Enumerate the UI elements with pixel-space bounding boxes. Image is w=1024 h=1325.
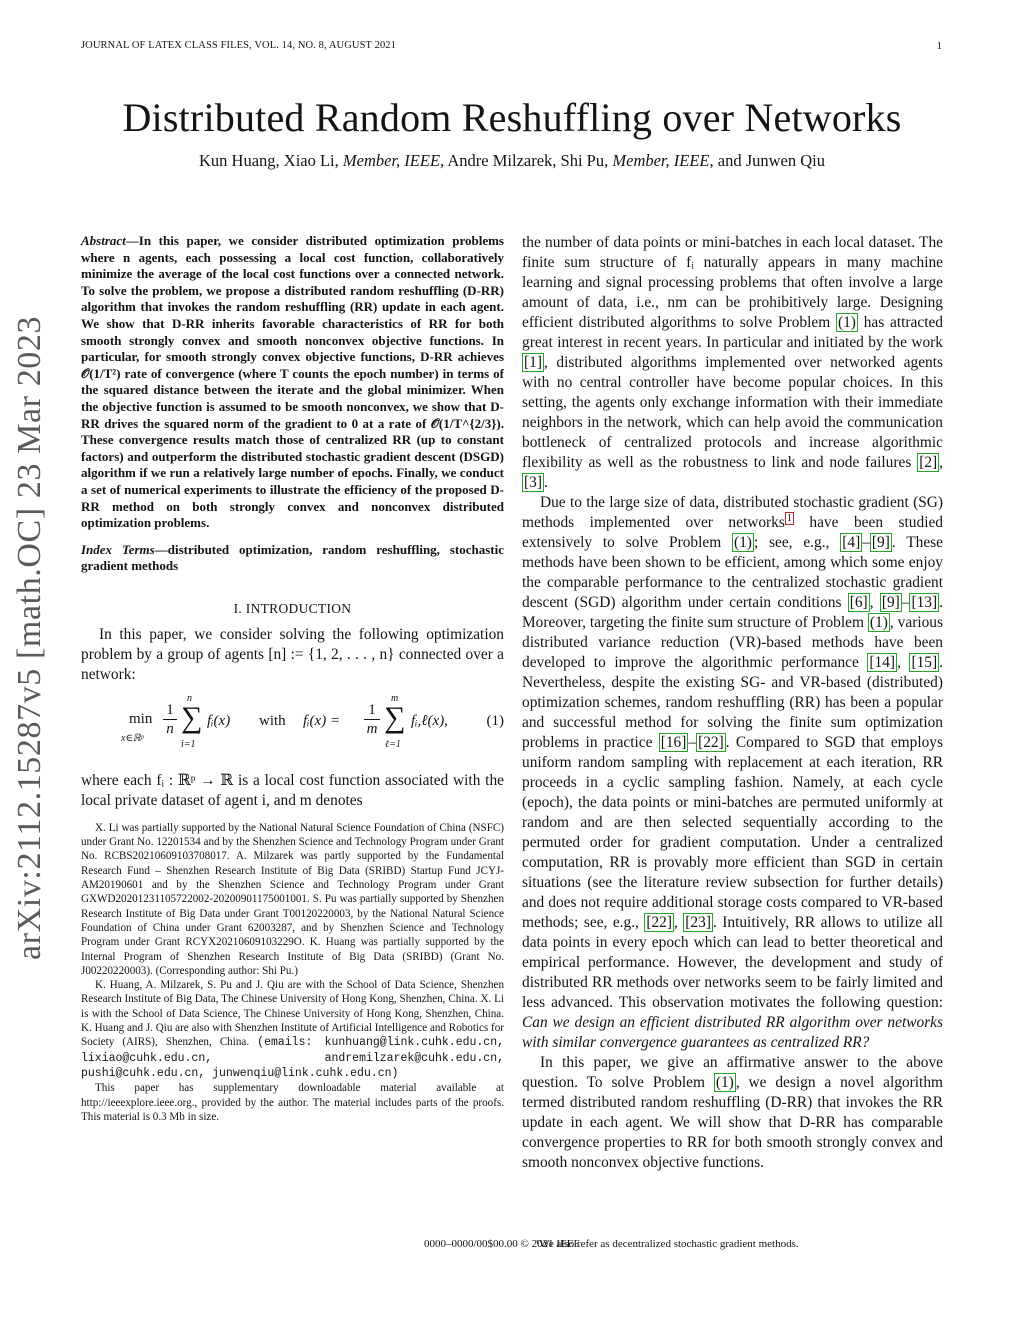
text-run: , distributed algorithms implemented over networked agents with no central controller have become popular choices. In this setting, the agents only exchange information with their immediate neighbors in the network, which can help avoid the communication bottleneck of centralized protocols and increase algorithmic flexibility as well as the robustness to link and node failures xyxy=(522,354,943,471)
paper-title: Distributed Random Reshuffling over Networks xyxy=(122,95,902,140)
citation-link[interactable]: [6] xyxy=(849,594,868,611)
arxiv-watermark: arXiv:2112.15287v5 [math.OC] 23 Mar 2023 xyxy=(11,315,48,960)
equation-link[interactable]: (1) xyxy=(715,1074,734,1091)
text-run: . These methods have been shown to be efficient, among which some enjoy the comparable performance to the centralized stochastic gradient descent (SGD) algorithm under certain conditions xyxy=(522,534,943,611)
equation-link[interactable]: (1) xyxy=(837,314,856,331)
right-column xyxy=(522,233,943,1173)
index-terms xyxy=(81,542,504,575)
eq-frac-1-den: n xyxy=(166,720,174,737)
eq-min: min xyxy=(129,710,153,727)
left-column xyxy=(81,233,504,1124)
text-run: – xyxy=(862,534,870,551)
citation-link[interactable]: [15] xyxy=(911,654,938,671)
citation-link[interactable]: [23] xyxy=(685,914,711,931)
citation-link[interactable]: [16] xyxy=(660,734,687,751)
text-run: – xyxy=(688,734,697,751)
eq-frac-1-num: 1 xyxy=(163,701,177,720)
text-run: In this paper, we give an affirmative answer to the above question. To solve Problem xyxy=(522,1054,943,1091)
eq-with: with xyxy=(259,712,286,729)
text-run: . xyxy=(543,474,548,491)
eq-sum-2: ∑ xyxy=(384,700,406,734)
author-role-1: Member, IEEE xyxy=(342,151,441,170)
text-run: ; see, e.g., xyxy=(753,534,841,551)
eq-sum-1-bot: i=1 xyxy=(181,738,196,750)
abstract-text: —In this paper, we consider distributed optimization problems where n agents, each possessing a local cost function, collaboratively minimize the average of the local cost functions over a connected network. To solve the problem, we propose a distributed random reshuffling (D-RR) algorithm that invokes the random reshuffling (RR) update in each agent. We show that D-RR inherits favorable characteristics of RR for both smooth strongly convex and smooth nonconvex objective functions. In particular, for smooth strongly convex objective functions, D-RR achieves 𝒪(1/T²) rate of convergence (where T counts the epoch number) in terms of the squared distance between the iterate and the global minimizer. When the objective function is assumed to be smooth nonconvex, we show that D-RR drives the squared norm of the gradient to 0 at a rate of 𝒪(1/T^{2/3}). These convergence results match those of centralized RR (up to constant factors) and outperform the distributed stochastic gradient descent (DSGD) algorithm if we run a relatively large number of epochs. Finally, we conduct a set of numerical experiments to illustrate the efficiency of the proposed D-RR method on both strongly convex and nonconvex distributed optimization problems. xyxy=(81,233,504,531)
page-number: 1 xyxy=(936,40,942,52)
eq-frac-2-den: m xyxy=(366,720,378,737)
text-run: . Compared to SGD that employs uniform random sampling with replacement at each iteration, RR proceeds in a cyclic sampling fashion. Namely, at each cycle (epoch), the data points or mini-batches are permuted uniformly at random and are then selected sequentially according to the permuted order for gradient computation. Under a centralized computation, RR is provably more efficient than SGD in certain situations (see the literature review subsection for further details) and does not require additional storage costs compared to VR-based methods; see, e.g., xyxy=(522,734,943,931)
eq-frac-2 xyxy=(364,701,380,738)
copyright-notice: 0000–0000/00$00.00 © 2021 IEEE xyxy=(424,1238,581,1250)
research-question: Can we design an efficient distributed RR algorithm over networks with similar convergence guarantees as centralized RR? xyxy=(522,1014,943,1051)
section-heading: I. INTRODUCTION xyxy=(233,600,352,616)
citation-link[interactable]: [9] xyxy=(881,594,900,611)
text-run: , xyxy=(869,594,880,611)
text-run: has attracted great interest in recent years. In particular and initiated by the work xyxy=(522,314,943,351)
text-run: . Intuitively, RR allows to utilize all data points in every epoch which can lead to better theoretical and empirical performance. However, the development and study of distributed RR methods over networks seem to be fairly limited and less advanced. This observation motivates the following question: xyxy=(522,914,943,1011)
text-run: , xyxy=(897,654,910,671)
equation-1 xyxy=(81,689,504,765)
citation-link[interactable]: [14] xyxy=(869,654,896,671)
intro-paragraph-2: where each fᵢ : ℝᵖ → ℝ is a local cost function associated with the local private dataset of agent i, and m denotes xyxy=(81,771,504,809)
funding-footnote: X. Li was partially supported by the National Natural Science Foundation of China (NSFC) under Grant No. 12201534 and by the Shenzhen Science and Technology Program under Grant No. RCBS20210609103708017. A. Milzarek was partly supported by the Fundamental Research Fund – Shenzhen Research Institute of Big Data (SRIBD) Startup Fund JCYJ-AM20190601 and by the Shenzhen Science and Technology Program under Grant GXWD20201231105722002-20200901175001001. S. Pu was partially supported by Shenzhen Research Institute of Big Data under Grant T00120220003, by the National Natural Science Foundation of China under Grant 62003287, and by Shenzhen Science and Technology Program under Grant RCYX20210609103229O. K. Huang was partially supported by the Internal Program of Shenzhen Research Institute of Big Data (SRIBD) (Grant No. J00220220003). (Corresponding author: Shi Pu.) xyxy=(81,821,504,977)
footnote-1: ¹We also refer as decentralized stochastic gradient methods. xyxy=(536,1238,799,1250)
citation-link[interactable]: [9] xyxy=(871,534,890,551)
text-run: . Nevertheless, despite the existing SG- and VR-based (distributed) optimization schemes, random reshuffling (RR) has been a popular and successful method for solving the finite sum optimization problems in practice xyxy=(522,654,943,751)
supplementary-footnote: This paper has supplementary downloadable material available at http://ieeexplore.ieee.org., provided by the author. The material includes parts of the proofs. This material is 0.3 Mb in size. xyxy=(81,1082,504,1123)
intro-paragraph-1: In this paper, we consider solving the following optimization problem by a group of agents [n] := {1, 2, . . . , n} connected over a network: xyxy=(81,625,504,683)
author-names-1: Kun Huang, Xiao Li, xyxy=(199,151,343,170)
footnote-link[interactable]: 1 xyxy=(786,512,792,524)
email-list: (emails: kunhuang@link.cuhk.edu.cn, lixiao@cuhk.edu.cn, andremilzarek@cuhk.edu.cn, pushi@cuhk.edu.cn, junwenqiu@link.cuhk.edu.cn) xyxy=(81,1036,505,1080)
abstract-lead: Abstract xyxy=(81,233,126,248)
equation-link[interactable]: (1) xyxy=(869,614,888,631)
author-list xyxy=(0,151,1024,171)
right-paragraph-2 xyxy=(522,493,943,1053)
index-terms-lead: Index Terms xyxy=(81,541,155,557)
author-names-3: , and Junwen Qiu xyxy=(709,151,825,170)
journal-header: JOURNAL OF LATEX CLASS FILES, VOL. 14, NO. 8, AUGUST 2021 xyxy=(81,40,396,51)
eq-frac-1 xyxy=(163,701,177,738)
author-names-2: , Andre Milzarek, Shi Pu, xyxy=(440,151,613,170)
abstract xyxy=(81,233,504,532)
eq-sum-2-top: m xyxy=(391,692,399,704)
text-run: Due to the large size of data, distributed stochastic gradient (SG) methods implemented over networks xyxy=(522,494,943,531)
eq-sum-1: ∑ xyxy=(181,700,203,734)
citation-link[interactable]: [3] xyxy=(524,474,542,491)
citation-link[interactable]: [1] xyxy=(524,354,542,371)
affiliation-text: K. Huang, A. Milzarek, S. Pu and J. Qiu are with the School of Data Science, Shenzhen Research Institute of Big Data, The Chinese University of Hong Kong, Shenzhen, China. X. Li is with the School of Data Science, The Chinese University of Hong Kong, Shenzhen, China. K. Huang and J. Qiu are also with Shenzhen Institute of Artificial Intelligence and Robotics for Society (AIRS), Shenzhen, China. xyxy=(81,979,504,1049)
author-role-2: Member, IEEE xyxy=(612,151,710,170)
citation-link[interactable]: [22] xyxy=(646,914,672,931)
text-run: , various distributed variance reduction (VR)-based methods have been developed to improve the algorithmic performance xyxy=(522,614,943,671)
citation-link[interactable]: [13] xyxy=(911,594,938,611)
eq-f2: fᵢ,ℓ(x), xyxy=(411,712,448,729)
text-run: have been studied extensively to solve Problem xyxy=(522,514,943,551)
text-run: , xyxy=(674,914,684,931)
eq-min-sub: x∈ℝᵖ xyxy=(121,732,144,744)
text-run: – xyxy=(901,594,910,611)
affiliation-footnote xyxy=(81,978,504,1081)
eq-sum-2-bot: ℓ=1 xyxy=(385,738,401,750)
equation-link[interactable]: (1) xyxy=(733,534,752,551)
eq-sum-1-top: n xyxy=(187,692,192,704)
citation-link[interactable]: [2] xyxy=(919,454,938,471)
text-run: , we design a novel algorithm termed distributed random reshuffling (D-RR) that invokes the RR update in each agent. We will show that D-RR has comparable convergence properties to RR for both smooth strongly convex and smooth nonconvex objective functions. xyxy=(522,1074,943,1171)
author-footnotes xyxy=(81,821,504,1124)
text-run: , xyxy=(939,454,943,471)
eq-frac-2-num: 1 xyxy=(364,701,380,720)
right-paragraph-1 xyxy=(522,233,943,493)
eq-number: (1) xyxy=(486,712,504,729)
citation-link[interactable]: [4] xyxy=(842,534,861,551)
citation-link[interactable]: [22] xyxy=(698,734,724,751)
text-run: the number of data points or mini-batches in each local dataset. The finite sum structure of fᵢ naturally appears in many machine learning and signal processing problems that often involve a large amount of data, i.e., nm can be prohibitively large. Designing efficient distributed algorithms to solve Problem xyxy=(522,234,943,331)
eq-f1: fᵢ(x) xyxy=(207,712,231,729)
right-paragraph-3 xyxy=(522,1053,943,1173)
eq-lhs: fᵢ(x) = xyxy=(303,712,341,729)
index-terms-text: —distributed optimization, random reshuffling, stochastic gradient methods xyxy=(81,541,505,574)
text-run: . Moreover, targeting the finite sum structure of Problem xyxy=(522,594,943,631)
